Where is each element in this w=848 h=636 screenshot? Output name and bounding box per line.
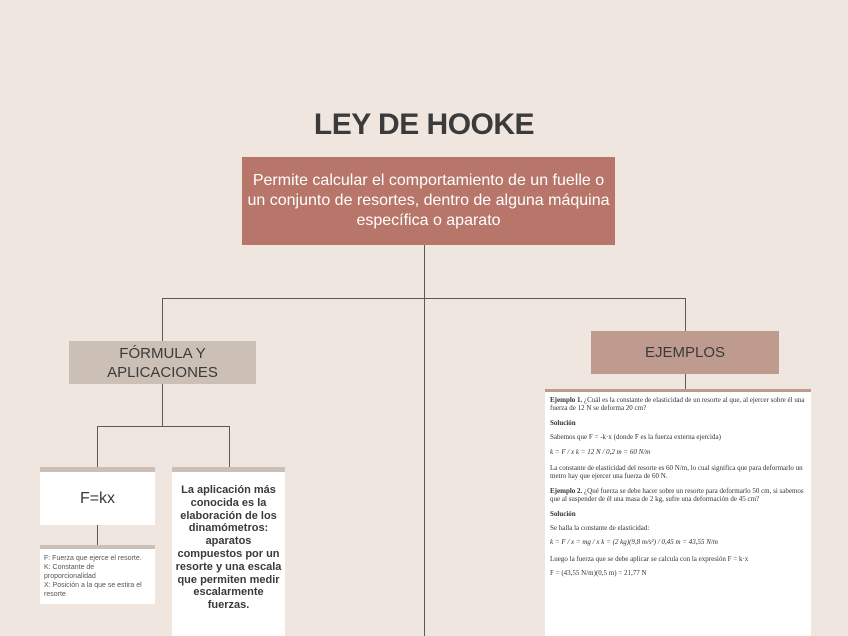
connector-left-drop <box>162 298 163 341</box>
example-2-step-2: Luego la fuerza que se debe aplicar se calcula con la expresión F = k·x <box>550 554 749 563</box>
connector-examples-drop <box>685 374 686 389</box>
description-node[interactable]: Permite calcular el comportamiento de un fuelle o un conjunto de resortes, dentro de alguna máquina específica o aparato <box>242 157 615 245</box>
examples-card[interactable] <box>545 389 811 636</box>
example-2-text <box>550 487 807 504</box>
note-line-2: K: Constante de <box>44 564 95 571</box>
formula-card[interactable]: F=kx <box>40 467 155 525</box>
note-line-5: resorte <box>44 591 66 598</box>
example-2-question: ¿Qué fuerza se debe hacer sobre un resorte para deformarlo 50 cm, si sabemos que al suspender de él una masa de 2 kg, sufre una deformación de 45 cm? <box>550 486 804 504</box>
note-line-3: proporcionalidad <box>44 573 96 580</box>
connector-horizontal <box>162 298 685 299</box>
example-2-heading: Ejemplo 2. <box>550 486 583 495</box>
example-1-equation: k = F / x k = 12 N / 0,2 m = 60 N/m <box>550 447 651 456</box>
example-1-step: Sabemos que F = -k·x (donde F es la fuerza externa ejercida) <box>550 433 721 442</box>
example-2-equation: k = F / x = mg / x k = (2 kg)(9,8 m/s²) / 0,45 m = 43,55 N/m <box>550 538 718 547</box>
note-line-1: F: Fuerza que ejerce el resorte. <box>44 555 142 562</box>
connector-formula-split <box>97 426 229 427</box>
example-1-heading: Ejemplo 1. <box>550 396 583 404</box>
note-line-4: X: Posición a la que se estira el <box>44 582 142 589</box>
example-1-solution-label: Solución <box>550 418 576 427</box>
example-2-result: F = (43,55 N/m)(0,5 m) = 21,77 N <box>550 569 647 578</box>
examples-node[interactable]: EJEMPLOS <box>591 331 779 374</box>
application-card[interactable]: La aplicación más conocida es la elaboración de los dinamómetros: aparatos compuestos por un resorte y una escala que permiten medir escalarmente fuerzas. <box>172 467 285 636</box>
connector-formula-down <box>162 384 163 426</box>
connector-right-drop <box>685 298 686 331</box>
connector-app-drop <box>229 426 230 467</box>
example-2-solution-label: Solución <box>550 509 576 518</box>
example-1-question: ¿Cuál es la constante de elasticidad de un resorte al que, al ejercer sobre él una fuerza de 12 N se deforma 20 cm? <box>550 396 805 413</box>
map-title: LEY DE HOOKE <box>313 108 535 141</box>
example-1-conclusion: La constante de elasticidad del resorte es 60 N/m, lo cual significa que para deformarlo un metro hay que ejercer una fuerza de 60 N. <box>550 464 803 481</box>
connector-fkx-drop <box>97 426 98 467</box>
connector-notes-drop <box>97 525 98 545</box>
formula-label-line1: FÓRMULA Y <box>119 345 206 362</box>
formula-applications-node[interactable] <box>69 341 256 384</box>
example-1-text <box>550 396 807 413</box>
connector-trunk <box>424 245 425 636</box>
example-2-step: Se halla la constante de elasticidad: <box>550 524 650 533</box>
formula-notes-card[interactable] <box>40 545 155 604</box>
formula-label-line2: APLICACIONES <box>107 364 218 381</box>
